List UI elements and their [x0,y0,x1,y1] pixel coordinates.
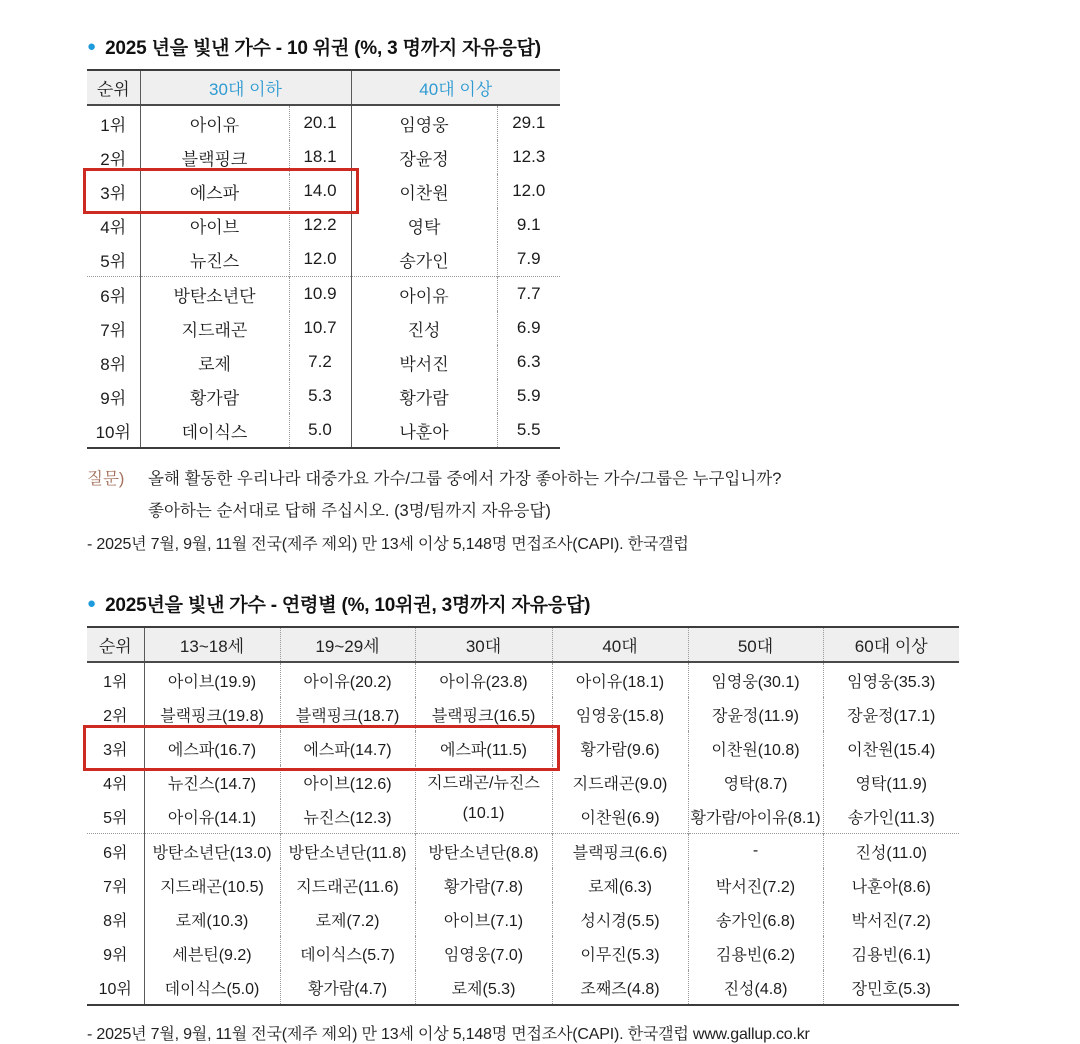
rank-column-header: 순위 [87,70,140,105]
singer-cell: 아이브(12.6) [280,765,415,799]
singer-cell: 장윤정(11.9) [688,697,823,731]
singer-cell: 김용빈(6.2) [688,936,823,970]
merged-singer-cell: 지드래곤/뉴진스 (10.1) [415,765,552,834]
value-cell: 12.3 [512,147,546,166]
rank-cell: 6위 [87,277,140,312]
under30-group-header: 30대 이하 [140,70,351,105]
singer-cell: 로제(5.3) [415,970,552,1005]
singer-cell: 에스파(16.7) [144,731,280,765]
rank-cell: 6위 [87,834,144,869]
singer-cell: 뉴진스(12.3) [280,799,415,834]
singer-cell: 박서진 [351,345,497,379]
survey-method-note: - 2025년 7월, 9월, 11월 전국(제주 제외) 만 13세 이상 5,148명 면접조사(CAPI). 한국갤럽 [87,536,689,553]
table-row [87,413,560,448]
singer-cell: 나훈아 [351,413,497,448]
singer-cell: 블랙핑크(16.5) [415,697,552,731]
age-60plus-header: 60대 이상 [823,627,959,662]
value-cell: 20.1 [289,105,351,140]
top-ten-table-wrapper [87,69,560,449]
table-row [87,970,959,1005]
singer-cell: 에스파(14.7) [280,731,415,765]
singer-cell: 로제(6.3) [552,868,688,902]
question-line-2: 좋아하는 순서대로 답해 주십시오. (3명/팀까지 자유응답) [148,502,551,520]
singer-cell: 임영웅(15.8) [552,697,688,731]
table1-header-row [87,70,560,105]
blue-bullet-icon: ● [87,38,97,55]
singer-cell: 황가람(7.8) [415,868,552,902]
top-table-body [87,105,560,448]
singer-cell: 데이식스(5.0) [144,970,280,1005]
rank-cell: 7위 [87,311,140,345]
singer-cell: 진성 [351,311,497,345]
singer-cell: 아이유(18.1) [552,662,688,697]
top-ten-table [87,69,560,449]
singer-cell: 송가인 [351,242,497,277]
rank-cell: 2위 [87,140,140,174]
singer-cell: 영탁 [351,208,497,242]
table-row [87,242,560,277]
table-row [87,936,959,970]
singer-cell: 진성(11.0) [823,834,959,869]
section2-title [87,590,1080,617]
singer-cell: 아이유(20.2) [280,662,415,697]
singer-cell: 황가람 [140,379,289,413]
singer-cell: 아이유(23.8) [415,662,552,697]
age-30s-header: 30대 [415,627,552,662]
value-cell: 5.5 [516,420,541,439]
table-row [87,277,560,312]
singer-cell: 방탄소년단(11.8) [280,834,415,869]
rank-column-header: 순위 [87,627,144,662]
singer-cell: 이찬원 [351,174,497,208]
section1-title [87,33,1080,60]
singer-cell: 데이식스 [140,413,289,448]
question-line-1: 올해 활동한 우리나라 대중가요 가수/그룹 중에서 가장 좋아하는 가수/그룹은 누구입니까? [148,470,782,488]
rank-cell: 1위 [87,105,140,140]
table-row [87,868,959,902]
over40-group-header: 40대 이상 [351,70,560,105]
singer-cell: 이찬원(10.8) [688,731,823,765]
singer-cell: 블랙핑크 [140,140,289,174]
value-cell: 7.7 [497,277,560,312]
table-row [87,345,560,379]
singer-cell: 박서진(7.2) [851,912,931,930]
age-50s-header: 50대 [688,627,823,662]
singer-cell: 아이브(7.1) [415,902,552,936]
value-cell: 10.9 [289,277,351,312]
rank-cell: 5위 [87,799,144,834]
singer-cell: 영탁(8.7) [688,765,823,799]
singer-cell: 뉴진스(14.7) [144,765,280,799]
age-group-table [87,626,959,1006]
value-cell: 12.0 [289,242,351,277]
singer-cell: 블랙핑크(18.7) [280,697,415,731]
table-row [87,379,560,413]
table-row [87,902,959,936]
value-cell: 6.3 [516,352,541,371]
rank-cell: 4위 [87,208,140,242]
singer-cell: 로제 [140,345,289,379]
singer-cell: 방탄소년단 [140,277,289,312]
value-cell: 7.9 [516,249,541,268]
question-block [87,463,1080,561]
rank-cell: 3위 [87,731,144,765]
singer-cell: 블랙핑크(6.6) [552,834,688,869]
singer-cell: 김용빈(6.1) [851,946,931,964]
table-row [87,834,959,869]
singer-cell: 나훈아(8.6) [851,878,931,896]
singer-cell: 에스파(11.5) [415,731,552,765]
value-cell: 10.7 [289,311,351,345]
table-row [87,140,560,174]
age-13-18-header: 13~18세 [144,627,280,662]
singer-cell: 지드래곤(10.5) [144,868,280,902]
age-19-29-header: 19~29세 [280,627,415,662]
singer-cell: 방탄소년단(8.8) [415,834,552,869]
singer-cell: 아이브 [140,208,289,242]
singer-cell: - [688,834,823,869]
singer-cell: 장윤정 [351,140,497,174]
singer-cell: 임영웅(35.3) [847,673,936,691]
singer-cell: 블랙핑크(19.8) [144,697,280,731]
question-label: 질문) [87,470,125,488]
singer-cell: 방탄소년단(13.0) [144,834,280,869]
rank-cell: 8위 [87,345,140,379]
value-cell: 7.2 [289,345,351,379]
singer-cell: 송가인(6.8) [688,902,823,936]
value-cell: 9.1 [516,215,541,234]
value-cell: 5.3 [289,379,351,413]
value-cell: 6.9 [516,318,541,337]
value-cell: 29.1 [512,113,546,132]
singer-cell: 장민호(5.3) [851,980,931,998]
value-cell: 14.0 [289,174,351,208]
blue-bullet-icon: ● [87,595,97,612]
table-row [87,765,959,799]
table-row [87,731,959,765]
table-row [87,311,560,345]
table2-header-row [87,627,959,662]
singer-cell: 세븐틴(9.2) [144,936,280,970]
singer-cell: 뉴진스 [140,242,289,277]
singer-cell: 이찬원(6.9) [552,799,688,834]
singer-cell: 아이유 [351,277,497,312]
value-cell: 5.0 [289,413,351,448]
rank-cell: 1위 [87,662,144,697]
age-group-table-wrapper [87,626,959,1006]
value-cell: 5.9 [516,386,541,405]
table-row [87,105,560,140]
table-row [87,697,959,731]
singer-cell: 황가람 [351,379,497,413]
singer-cell: 진성(4.8) [688,970,823,1005]
value-cell: 18.1 [289,140,351,174]
singer-cell: 데이식스(5.7) [280,936,415,970]
rank-cell: 10위 [87,413,140,448]
singer-cell: 지드래곤(11.6) [280,868,415,902]
singer-cell: 황가람(9.6) [552,731,688,765]
rank-cell: 5위 [87,242,140,277]
rank-cell: 8위 [87,902,144,936]
singer-cell: 지드래곤 [140,311,289,345]
singer-cell: 아이브(19.9) [144,662,280,697]
table-row [87,208,560,242]
singer-cell: 임영웅(30.1) [688,662,823,697]
rank-cell: 7위 [87,868,144,902]
singer-cell: 로제(10.3) [144,902,280,936]
rank-cell: 2위 [87,697,144,731]
singer-cell: 아이유(14.1) [144,799,280,834]
singer-cell: 아이유 [140,105,289,140]
singer-cell: 황가람/아이유(8.1) [688,799,823,834]
table-row [87,174,560,208]
singer-cell: 지드래곤(9.0) [552,765,688,799]
singer-cell: 성시경(5.5) [552,902,688,936]
singer-cell: 임영웅(7.0) [415,936,552,970]
singer-cell: 조째즈(4.8) [552,970,688,1005]
age-40s-header: 40대 [552,627,688,662]
singer-cell: 에스파 [140,174,289,208]
value-cell: 12.2 [289,208,351,242]
rank-cell: 4위 [87,765,144,799]
singer-cell: 이무진(5.3) [552,936,688,970]
singer-cell: 이찬원(15.4) [847,741,936,759]
singer-cell: 박서진(7.2) [688,868,823,902]
age-table-body [87,662,959,1005]
section2-title-text: 2025년을 빛낸 가수 - 연령별 (%, 10위권, 3명까지 자유응답) [105,595,591,616]
section1-title-text: 2025 년을 빛낸 가수 - 10 위권 (%, 3 명까지 자유응답) [105,38,541,59]
table-row [87,662,959,697]
footer-source-note: - 2025년 7월, 9월, 11월 전국(제주 제외) 만 13세 이상 5,148명 면접조사(CAPI). 한국갤럽 www.gallup.co.kr [87,1026,810,1043]
rank-cell: 9위 [87,379,140,413]
singer-cell: 장윤정(17.1) [847,707,936,725]
singer-cell: 로제(7.2) [280,902,415,936]
singer-cell: 황가람(4.7) [280,970,415,1005]
rank-cell: 10위 [87,970,144,1005]
value-cell: 12.0 [512,181,546,200]
singer-cell: 임영웅 [351,105,497,140]
rank-cell: 9위 [87,936,144,970]
singer-cell: 영탁(11.9) [855,775,928,793]
rank-cell: 3위 [87,174,140,208]
singer-cell: 송가인(11.3) [847,809,935,827]
